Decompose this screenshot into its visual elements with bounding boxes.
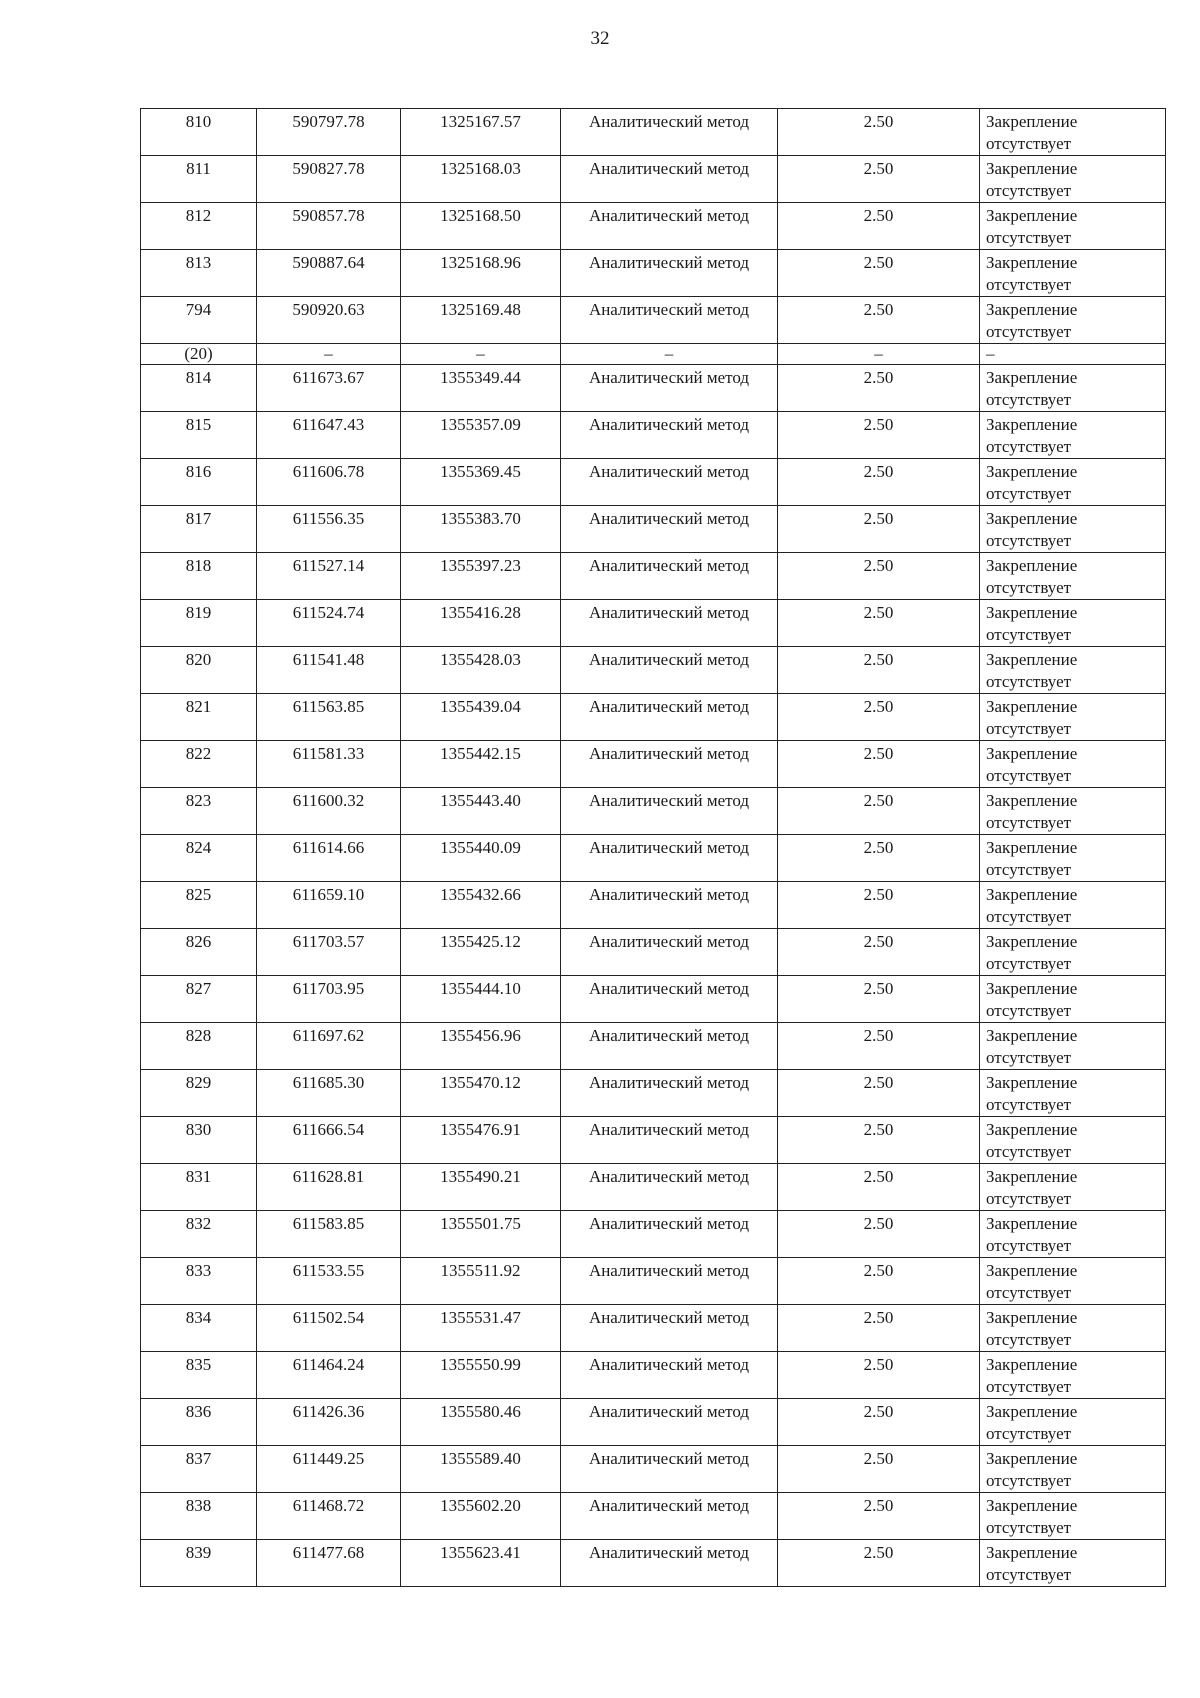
point-number-cell: 832 [141,1211,257,1258]
coordinate-y-cell: 1355550.99 [401,1352,561,1399]
coordinate-y-cell: 1355397.23 [401,553,561,600]
coordinate-y-cell: 1355470.12 [401,1070,561,1117]
fixation-cell: Закрепление отсутствует [980,1164,1166,1211]
point-number-cell: (20) [141,344,257,365]
coordinate-y-cell: 1355490.21 [401,1164,561,1211]
accuracy-cell: 2.50 [778,1540,980,1587]
table-row [141,1540,1166,1587]
coordinate-y-cell: 1355416.28 [401,600,561,647]
coordinate-x-cell: 590827.78 [257,156,401,203]
fixation-cell: Закрепление отсутствует [980,1446,1166,1493]
coordinate-y-cell: 1355442.15 [401,741,561,788]
method-cell: Аналитический метод [561,203,778,250]
method-cell: Аналитический метод [561,647,778,694]
point-number-cell: 837 [141,1446,257,1493]
method-cell: Аналитический метод [561,1540,778,1587]
method-cell: Аналитический метод [561,1305,778,1352]
coordinate-y-cell: 1325167.57 [401,109,561,156]
table-row [141,506,1166,553]
method-cell: Аналитический метод [561,882,778,929]
coordinate-y-cell: 1325169.48 [401,297,561,344]
coordinate-y-cell: 1355456.96 [401,1023,561,1070]
coordinate-x-cell: 611628.81 [257,1164,401,1211]
fixation-cell: Закрепление отсутствует [980,1023,1166,1070]
accuracy-cell: 2.50 [778,835,980,882]
point-number-cell: 812 [141,203,257,250]
coordinate-x-cell: 611464.24 [257,1352,401,1399]
accuracy-cell: 2.50 [778,459,980,506]
coordinate-x-cell: 611703.57 [257,929,401,976]
coordinate-x-cell: 611673.67 [257,365,401,412]
table-row [141,647,1166,694]
fixation-cell: – [980,344,1166,365]
fixation-cell: Закрепление отсутствует [980,1258,1166,1305]
method-cell: Аналитический метод [561,1117,778,1164]
point-number-cell: 811 [141,156,257,203]
coordinate-x-cell: 611581.33 [257,741,401,788]
method-cell: Аналитический метод [561,365,778,412]
accuracy-cell: 2.50 [778,553,980,600]
coordinate-y-cell: 1355383.70 [401,506,561,553]
table-row [141,297,1166,344]
fixation-cell: Закрепление отсутствует [980,976,1166,1023]
point-number-cell: 818 [141,553,257,600]
coordinate-x-cell: 590797.78 [257,109,401,156]
coordinate-x-cell: 590857.78 [257,203,401,250]
method-cell: Аналитический метод [561,156,778,203]
point-number-cell: 831 [141,1164,257,1211]
method-cell: Аналитический метод [561,553,778,600]
table-row [141,1117,1166,1164]
coordinate-x-cell: – [257,344,401,365]
method-cell: Аналитический метод [561,297,778,344]
coordinate-x-cell: 611614.66 [257,835,401,882]
coordinates-table [140,108,1166,1587]
fixation-cell: Закрепление отсутствует [980,1117,1166,1164]
coordinate-x-cell: 611524.74 [257,600,401,647]
fixation-cell: Закрепление отсутствует [980,929,1166,976]
coordinate-x-cell: 611659.10 [257,882,401,929]
coordinate-y-cell: 1325168.96 [401,250,561,297]
coordinate-y-cell: 1355369.45 [401,459,561,506]
accuracy-cell: 2.50 [778,1399,980,1446]
accuracy-cell: 2.50 [778,297,980,344]
table-row [141,1070,1166,1117]
method-cell: Аналитический метод [561,1211,778,1258]
table-row [141,459,1166,506]
coordinate-y-cell: 1355476.91 [401,1117,561,1164]
fixation-cell: Закрепление отсутствует [980,459,1166,506]
coordinate-x-cell: 611697.62 [257,1023,401,1070]
table-row [141,1164,1166,1211]
method-cell: – [561,344,778,365]
table-row [141,250,1166,297]
point-number-cell: 838 [141,1493,257,1540]
table-row [141,929,1166,976]
table-row [141,1258,1166,1305]
fixation-cell: Закрепление отсутствует [980,1211,1166,1258]
coordinate-y-cell: 1355428.03 [401,647,561,694]
coordinate-x-cell: 611449.25 [257,1446,401,1493]
point-number-cell: 839 [141,1540,257,1587]
point-number-cell: 821 [141,694,257,741]
accuracy-cell: 2.50 [778,412,980,459]
fixation-cell: Закрепление отсутствует [980,412,1166,459]
table-row [141,788,1166,835]
fixation-cell: Закрепление отсутствует [980,250,1166,297]
table-row [141,694,1166,741]
point-number-cell: 836 [141,1399,257,1446]
point-number-cell: 824 [141,835,257,882]
coordinate-y-cell: 1355623.41 [401,1540,561,1587]
coordinate-x-cell: 611426.36 [257,1399,401,1446]
table-row [141,1446,1166,1493]
accuracy-cell: 2.50 [778,109,980,156]
point-number-cell: 827 [141,976,257,1023]
coordinate-y-cell: 1355349.44 [401,365,561,412]
point-number-cell: 835 [141,1352,257,1399]
table-row [141,882,1166,929]
point-number-cell: 829 [141,1070,257,1117]
accuracy-cell: 2.50 [778,250,980,297]
accuracy-cell: 2.50 [778,506,980,553]
accuracy-cell: 2.50 [778,203,980,250]
accuracy-cell: 2.50 [778,365,980,412]
coordinate-x-cell: 611502.54 [257,1305,401,1352]
coordinate-y-cell: 1325168.03 [401,156,561,203]
accuracy-cell: 2.50 [778,600,980,647]
fixation-cell: Закрепление отсутствует [980,1399,1166,1446]
method-cell: Аналитический метод [561,788,778,835]
point-number-cell: 822 [141,741,257,788]
point-number-cell: 794 [141,297,257,344]
coordinate-x-cell: 611606.78 [257,459,401,506]
fixation-cell: Закрепление отсутствует [980,647,1166,694]
point-number-cell: 815 [141,412,257,459]
coordinate-y-cell: 1355443.40 [401,788,561,835]
table-row [141,1493,1166,1540]
point-number-cell: 826 [141,929,257,976]
coordinate-x-cell: 611468.72 [257,1493,401,1540]
accuracy-cell: 2.50 [778,1493,980,1540]
accuracy-cell: 2.50 [778,156,980,203]
point-number-cell: 819 [141,600,257,647]
coordinate-y-cell: 1355425.12 [401,929,561,976]
point-number-cell: 830 [141,1117,257,1164]
coordinate-y-cell: 1355440.09 [401,835,561,882]
point-number-cell: 834 [141,1305,257,1352]
accuracy-cell: 2.50 [778,1258,980,1305]
method-cell: Аналитический метод [561,459,778,506]
accuracy-cell: 2.50 [778,882,980,929]
coordinate-x-cell: 611556.35 [257,506,401,553]
coordinate-y-cell: 1355439.04 [401,694,561,741]
accuracy-cell: 2.50 [778,1117,980,1164]
coordinate-y-cell: 1355602.20 [401,1493,561,1540]
fixation-cell: Закрепление отсутствует [980,1070,1166,1117]
method-cell: Аналитический метод [561,250,778,297]
coordinate-y-cell: 1355511.92 [401,1258,561,1305]
accuracy-cell: 2.50 [778,976,980,1023]
method-cell: Аналитический метод [561,1164,778,1211]
coordinates-table-body [141,109,1166,1587]
table-row [141,1023,1166,1070]
table-row [141,1305,1166,1352]
method-cell: Аналитический метод [561,1493,778,1540]
fixation-cell: Закрепление отсутствует [980,156,1166,203]
fixation-cell: Закрепление отсутствует [980,788,1166,835]
accuracy-cell: 2.50 [778,1164,980,1211]
coordinate-y-cell: 1355580.46 [401,1399,561,1446]
fixation-cell: Закрепление отсутствует [980,741,1166,788]
fixation-cell: Закрепление отсутствует [980,203,1166,250]
coordinate-x-cell: 611703.95 [257,976,401,1023]
fixation-cell: Закрепление отсутствует [980,553,1166,600]
method-cell: Аналитический метод [561,1352,778,1399]
coordinate-y-cell: 1355501.75 [401,1211,561,1258]
accuracy-cell: 2.50 [778,1446,980,1493]
table-row [141,109,1166,156]
fixation-cell: Закрепление отсутствует [980,1352,1166,1399]
coordinate-y-cell: 1355357.09 [401,412,561,459]
method-cell: Аналитический метод [561,1023,778,1070]
table-row [141,1352,1166,1399]
coordinate-y-cell: 1355589.40 [401,1446,561,1493]
method-cell: Аналитический метод [561,929,778,976]
coordinate-x-cell: 611583.85 [257,1211,401,1258]
fixation-cell: Закрепление отсутствует [980,109,1166,156]
point-number-cell: 825 [141,882,257,929]
point-number-cell: 813 [141,250,257,297]
coordinate-y-cell: 1355444.10 [401,976,561,1023]
table-row [141,344,1166,365]
accuracy-cell: 2.50 [778,647,980,694]
table-row [141,412,1166,459]
table-row [141,835,1166,882]
table-row [141,1211,1166,1258]
accuracy-cell: 2.50 [778,1211,980,1258]
coordinate-y-cell: – [401,344,561,365]
fixation-cell: Закрепление отсутствует [980,835,1166,882]
method-cell: Аналитический метод [561,1399,778,1446]
point-number-cell: 820 [141,647,257,694]
table-row [141,1399,1166,1446]
coordinate-x-cell: 611563.85 [257,694,401,741]
point-number-cell: 810 [141,109,257,156]
method-cell: Аналитический метод [561,1446,778,1493]
method-cell: Аналитический метод [561,1258,778,1305]
accuracy-cell: 2.50 [778,1352,980,1399]
coordinate-x-cell: 611541.48 [257,647,401,694]
point-number-cell: 814 [141,365,257,412]
fixation-cell: Закрепление отсутствует [980,600,1166,647]
table-row [141,553,1166,600]
fixation-cell: Закрепление отсутствует [980,1305,1166,1352]
accuracy-cell: 2.50 [778,694,980,741]
fixation-cell: Закрепление отсутствует [980,365,1166,412]
accuracy-cell: 2.50 [778,1023,980,1070]
accuracy-cell: 2.50 [778,1070,980,1117]
point-number-cell: 833 [141,1258,257,1305]
method-cell: Аналитический метод [561,694,778,741]
coordinate-x-cell: 611685.30 [257,1070,401,1117]
method-cell: Аналитический метод [561,600,778,647]
table-row [141,365,1166,412]
coordinate-x-cell: 590887.64 [257,250,401,297]
point-number-cell: 828 [141,1023,257,1070]
method-cell: Аналитический метод [561,506,778,553]
coordinate-x-cell: 611647.43 [257,412,401,459]
coordinate-x-cell: 590920.63 [257,297,401,344]
table-row [141,156,1166,203]
table-row [141,600,1166,647]
method-cell: Аналитический метод [561,109,778,156]
table-row [141,976,1166,1023]
point-number-cell: 823 [141,788,257,835]
method-cell: Аналитический метод [561,412,778,459]
accuracy-cell: 2.50 [778,929,980,976]
fixation-cell: Закрепление отсутствует [980,1493,1166,1540]
fixation-cell: Закрепление отсутствует [980,882,1166,929]
method-cell: Аналитический метод [561,835,778,882]
fixation-cell: Закрепление отсутствует [980,694,1166,741]
coordinate-x-cell: 611527.14 [257,553,401,600]
fixation-cell: Закрепление отсутствует [980,506,1166,553]
method-cell: Аналитический метод [561,1070,778,1117]
coordinate-x-cell: 611600.32 [257,788,401,835]
coordinate-y-cell: 1355432.66 [401,882,561,929]
coordinate-y-cell: 1355531.47 [401,1305,561,1352]
table-row [141,203,1166,250]
accuracy-cell: 2.50 [778,741,980,788]
page-number: 32 [590,28,610,49]
coordinate-x-cell: 611533.55 [257,1258,401,1305]
accuracy-cell: 2.50 [778,1305,980,1352]
coordinate-y-cell: 1325168.50 [401,203,561,250]
point-number-cell: 817 [141,506,257,553]
coordinate-x-cell: 611666.54 [257,1117,401,1164]
fixation-cell: Закрепление отсутствует [980,1540,1166,1587]
method-cell: Аналитический метод [561,976,778,1023]
point-number-cell: 816 [141,459,257,506]
coordinate-x-cell: 611477.68 [257,1540,401,1587]
table-row [141,741,1166,788]
accuracy-cell: 2.50 [778,788,980,835]
fixation-cell: Закрепление отсутствует [980,297,1166,344]
method-cell: Аналитический метод [561,741,778,788]
accuracy-cell: – [778,344,980,365]
